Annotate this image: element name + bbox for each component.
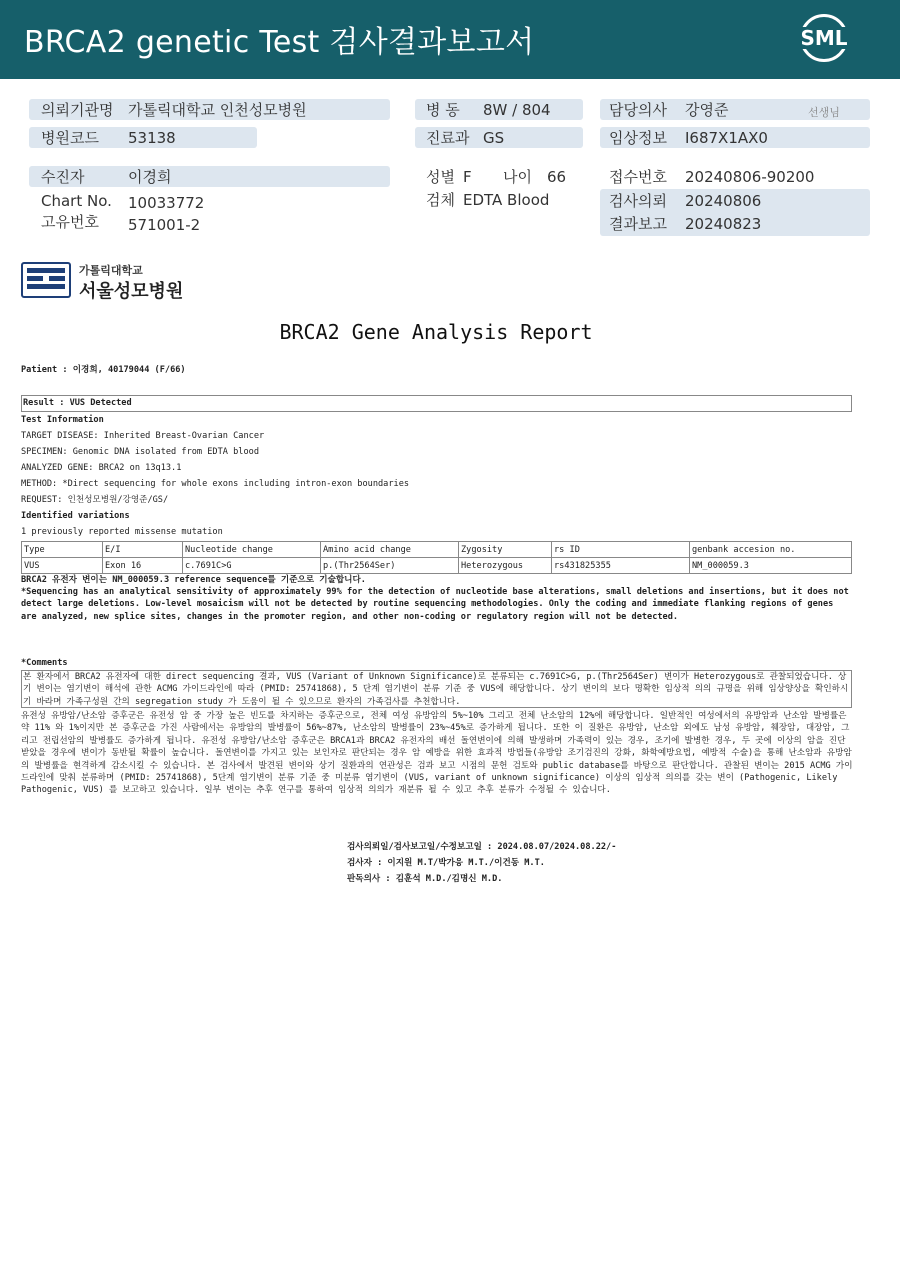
- identified-heading: Identified variations: [21, 511, 130, 521]
- table-header-cell: Nucleotide change: [183, 542, 321, 558]
- gene-line: ANALYZED GENE: BRCA2 on 13q13.1: [21, 463, 182, 473]
- table-header-cell: rs ID: [552, 542, 690, 558]
- doctor-label: 담당의사: [609, 101, 667, 119]
- table-header-cell: Type: [22, 542, 103, 558]
- table-header-cell: Amino acid change: [321, 542, 459, 558]
- chart-value: 10033772: [128, 194, 205, 212]
- age-value: 66: [547, 168, 567, 186]
- result-value: 20240823: [685, 215, 762, 233]
- ward-value: 8W / 804: [483, 101, 551, 119]
- table-cell: Heterozygous: [459, 558, 552, 574]
- sex-label: 성별: [426, 168, 455, 186]
- hospital-name-big: 서울성모병원: [79, 281, 184, 302]
- institution-value: 가톨릭대학교 인천성모병원: [128, 101, 307, 119]
- unique-value: 571001-2: [128, 216, 201, 234]
- institution-label: 의뢰기관명: [41, 101, 114, 119]
- test-info-heading: Test Information: [21, 415, 104, 425]
- comments-heading: *Comments: [21, 658, 68, 668]
- hospital-code-value: 53138: [128, 129, 176, 147]
- unique-label: 고유번호: [41, 213, 99, 231]
- table-cell: p.(Thr2564Ser): [321, 558, 459, 574]
- hospital-logo: [21, 262, 184, 302]
- target-line: TARGET DISEASE: Inherited Breast-Ovarian Cancer: [21, 431, 265, 441]
- result-line: Result : VUS Detected: [23, 398, 132, 408]
- table-header-cell: Zygosity: [459, 542, 552, 558]
- method-line: METHOD: *Direct sequencing for whole exons including intron-exon boundaries: [21, 479, 410, 489]
- table-cell: c.7691C>G: [183, 558, 321, 574]
- table-cell: NM_000059.3: [690, 558, 852, 574]
- comment-body: 유전성 유방암/난소암 증후군은 유전성 암 중 가장 높은 빈도를 차지하는 증후군으로, 전체 여성 유방암의 5%~10% 그리고 전체 난소암의 12%에 해당합니다. 일반적인 여성에서의 유방암과 난소암 발병률은 약 11% 와 1%이지만 본 증후군을 가진 사람에서는 유방암의 발병률이 56%~87%, 난소암의 발병률이 23%~45%로 증가하게 됩니다. 또한 이 질환은 유방암, 난소암 외에도 남성 유방암, 췌장암, 대장암, 그리고 전립선암의 발병률도 증가하게 됩니다. 유전성 유방암/난소암 증후군은 BRCA1과 BRCA2 유전자의 배선 돌연변이에 의해 발생하며 가족력이 있는 경우, 조기에 발병한 경우, 두 곳에 이상의 암을 진단 받았을 경우에 변이가 동반될 확률이 높습니다. 돌연변이를 가지고 있는 보인자로 판단되는 경우 암 예방을 위한 효과적 방법들(유방암 조기검진의 강화, 화학예방요법, 예방적 수술)을 통해 난소암과 유방암의 발병률을 현격하게 감소시킬 수 있습니다. 본 검사에서 발견된 변이와 상기 질환과의 연관성은 검과 보고 시점의 문헌 검토와 public database를 바탕으로 판단합니다. 관찰된 변이는 2015 ACMG 가이드라인에 맞춰 분류하며 (PMID: 25741868), 5단계 염기변이 분류 기준 중 미분류 염기변이 (VUS, variant of unknown significance) 이상의 임상적 의의를 갖는 변이 (Pathogenic, Likely Pathogenic, VUS) 를 보고하고 있습니다. 일부 변이는 추후 연구를 통하여 임상적 의의가 재분류 될 수 있고 추후 분류가 수정될 수 있습니다.: [21, 711, 853, 796]
- report-title: BRCA2 Gene Analysis Report: [279, 320, 593, 344]
- sequencing-note: *Sequencing has an analytical sensitivity of approximately 99% for the detection of nucleotide base alterations, small deletions and insertions, but it does not detect large deletions. Low-level mosaicism will not be detected by routine sequencing methodologies. Only the coding and immediate flanking regions of genes are analyzed, new splice sites, changes in the promoter region, and other non-coding or regulatory region will not be detected.: [21, 587, 849, 622]
- dept-label: 진료과: [426, 129, 470, 147]
- table-cell: rs431825355: [552, 558, 690, 574]
- specimen-label: 검체: [426, 191, 455, 209]
- patient-line: Patient : 이경희, 40179044 (F/66): [21, 365, 186, 375]
- patient-label: 수진자: [41, 168, 85, 186]
- table-cell: Exon 16: [103, 558, 183, 574]
- identified-count: 1 previously reported missense mutation: [21, 527, 223, 537]
- table-header-cell: E/I: [103, 542, 183, 558]
- specimen-line: SPECIMEN: Genomic DNA isolated from EDTA blood: [21, 447, 259, 457]
- doctor-value: 강영준: [685, 101, 729, 119]
- doctor-suffix: 선생님: [808, 106, 840, 119]
- reading-doctor-line: 판독의사 : 김훈석 M.D./김명신 M.D.: [347, 874, 503, 884]
- age-label: 나이: [503, 168, 532, 186]
- request-line: REQUEST: 인천성모병원/강영준/GS/: [21, 495, 169, 505]
- comment-box-text: 본 환자에서 BRCA2 유전자에 대한 direct sequencing 결과, VUS (Variant of Unknown Significance)로 분류되는 c.7691C>G, p.(Thr2564Ser) 변이가 Heterozygous로 관찰되었습니다. 상기 변이는 염기변이 해석에 관한 ACMG 가이드라인에 따라 (PMID: 25741868), 5 단계 염기변이 분류 기준 중 VUS에 해당합니다. 상기 변이의 보다 명확한 임상적 의의 규명을 위해 임상양상을 확인하시기 바라며 가족구성원 간의 segregation study 가 도움이 될 수 있으므로 환자의 가족검사를 추천합니다.: [23, 672, 849, 707]
- clinical-value: I687X1AX0: [685, 129, 768, 147]
- dept-value: GS: [483, 129, 505, 147]
- variant-table: [21, 541, 852, 574]
- receipt-label: 접수번호: [609, 168, 667, 186]
- patient-value: 이경희: [128, 168, 172, 186]
- sml-logo-text: SML: [797, 27, 851, 49]
- tester-line: 검사자 : 이지원 M.T/박가응 M.T./이건동 M.T.: [347, 858, 545, 868]
- header-bar: [0, 0, 900, 79]
- hospital-name-small: 가톨릭대학교: [79, 264, 143, 277]
- table-cell: VUS: [22, 558, 103, 574]
- dates-line: 검사의뢰일/검사보고일/수정보고일 : 2024.08.07/2024.08.22/-: [347, 842, 617, 852]
- result-label: 결과보고: [609, 215, 667, 233]
- receipt-value: 20240806-90200: [685, 168, 815, 186]
- ward-label: 병 동: [426, 101, 460, 119]
- request-value: 20240806: [685, 192, 762, 210]
- page-title: BRCA2 genetic Test 검사결과보고서: [24, 25, 535, 60]
- table-row: [22, 558, 852, 574]
- table-header-cell: genbank accesion no.: [690, 542, 852, 558]
- reference-note: BRCA2 유전자 변이는 NM_000059.3 reference sequence를 기준으로 기술합니다.: [21, 575, 366, 585]
- table-header-row: [22, 542, 852, 558]
- result-box: [21, 395, 852, 412]
- sex-value: F: [463, 168, 472, 186]
- request-label: 검사의뢰: [609, 192, 667, 210]
- clinical-label: 임상정보: [609, 129, 667, 147]
- hospital-emblem-icon: [21, 262, 71, 298]
- hospital-code-label: 병원코드: [41, 129, 99, 147]
- sml-logo: [797, 14, 851, 64]
- chart-label: Chart No.: [41, 192, 112, 210]
- specimen-value: EDTA Blood: [463, 191, 550, 209]
